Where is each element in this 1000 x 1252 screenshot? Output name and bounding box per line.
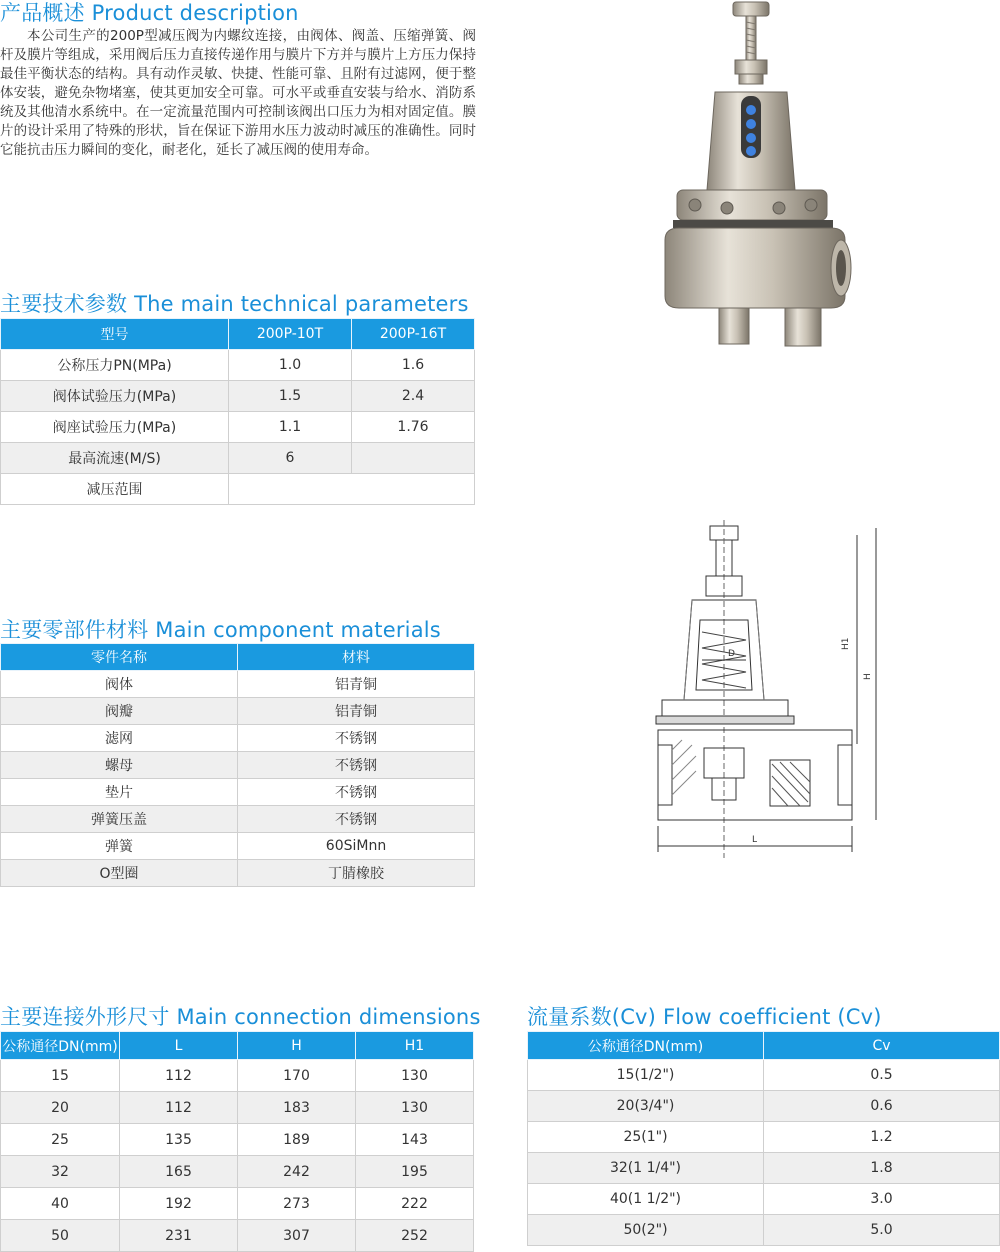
- table-cell: 25(1"): [528, 1122, 764, 1153]
- table-cell: 15: [1, 1060, 120, 1092]
- table-cell: 1.6: [352, 350, 475, 381]
- table-cell: 3.0: [764, 1184, 1000, 1215]
- tech-params-title: 主要技术参数 The main technical parameters: [0, 292, 469, 316]
- table-cell: 2.4: [352, 381, 475, 412]
- table-cell: 1.8: [764, 1153, 1000, 1184]
- table-cell: 1.5: [229, 381, 352, 412]
- table-cell: 143: [356, 1124, 474, 1156]
- table-cell: 弹簧: [1, 833, 238, 860]
- table-row: [528, 1122, 1000, 1153]
- table-row: [1, 752, 475, 779]
- table-cell: 135: [120, 1124, 238, 1156]
- table-cell: 130: [356, 1060, 474, 1092]
- table-cell: [352, 443, 475, 474]
- table-cell: 阀瓣: [1, 698, 238, 725]
- valve-photo: [655, 0, 855, 360]
- product-description-text: 本公司生产的200P型减压阀为内螺纹连接，由阀体、阀盖、压缩弹簧、阀杆及膜片等组成，采用阀后压力直接传递作用与膜片下方并与膜片上方压力保持最佳平衡状态的结构。具有动作灵敏、快捷、性能可靠、且附有过滤网，便于整体安装，避免杂物堵塞，使其更加安全可靠。可水平或垂直安装与给水、消防系统及其他清水系统中。在一定流量范围内可控制该阀出口压力为相对固定值。膜片的设计采用了特殊的形状，旨在保证下游用水压力波动时减压的准确性。同时它能抗击压力瞬间的变化，耐老化，延长了减压阀的使用寿命。: [0, 28, 476, 158]
- table-header-row: [1, 319, 475, 350]
- table-cell: 20(3/4"): [528, 1091, 764, 1122]
- table-cell: 弹簧压盖: [1, 806, 238, 833]
- table-cell: 1.0: [229, 350, 352, 381]
- table-row: [1, 1060, 474, 1092]
- table-cell: 铝青铜: [238, 671, 475, 698]
- table-cell: 15(1/2"): [528, 1060, 764, 1091]
- table-cell: 170: [238, 1060, 356, 1092]
- table-row: [1, 1124, 474, 1156]
- table-cell: 阀体: [1, 671, 238, 698]
- table-row: [1, 833, 475, 860]
- table-cell: 1.76: [352, 412, 475, 443]
- header-cell: H: [238, 1032, 356, 1060]
- header-cell: 公称通径DN(mm): [1, 1032, 120, 1060]
- table-row: [528, 1215, 1000, 1246]
- table-cell: 112: [120, 1060, 238, 1092]
- valve-section-drawing: [652, 520, 882, 858]
- product-description-title: 产品概述 Product description: [0, 1, 299, 25]
- drawing-label-l: L: [752, 835, 758, 845]
- table-cell: 公称压力PN(MPa): [1, 350, 229, 381]
- table-cell: 0.5: [764, 1060, 1000, 1091]
- table-cell: 273: [238, 1188, 356, 1220]
- table-row: [1, 671, 475, 698]
- dimensions-table: [0, 1031, 474, 1252]
- table-cell: 5.0: [764, 1215, 1000, 1246]
- header-cell: 材料: [238, 644, 475, 671]
- header-cell: H1: [356, 1032, 474, 1060]
- table-row: [1, 698, 475, 725]
- header-cell: 零件名称: [1, 644, 238, 671]
- table-cell: 螺母: [1, 752, 238, 779]
- table-cell: 阀体试验压力(MPa): [1, 381, 229, 412]
- table-row: [528, 1060, 1000, 1091]
- table-row: [528, 1153, 1000, 1184]
- table-cell: 20: [1, 1092, 120, 1124]
- table-cell: 252: [356, 1220, 474, 1252]
- table-cell: 最高流速(M/S): [1, 443, 229, 474]
- table-cell: 1.2: [764, 1122, 1000, 1153]
- table-row: [1, 350, 475, 381]
- header-cell: Cv: [764, 1032, 1000, 1060]
- table-cell: 丁腈橡胶: [238, 860, 475, 887]
- table-cell: 不锈钢: [238, 725, 475, 752]
- table-cell: 50: [1, 1220, 120, 1252]
- table-header-row: [1, 644, 475, 671]
- table-cell: 0.6: [764, 1091, 1000, 1122]
- table-cell: 60SiMnn: [238, 833, 475, 860]
- table-cell: 307: [238, 1220, 356, 1252]
- table-cell: 242: [238, 1156, 356, 1188]
- table-cell: 195: [356, 1156, 474, 1188]
- table-cell: 不锈钢: [238, 752, 475, 779]
- header-cell: L: [120, 1032, 238, 1060]
- table-cell: 不锈钢: [238, 806, 475, 833]
- drawing-label-d: D: [728, 649, 735, 659]
- table-row: [1, 725, 475, 752]
- table-cell: 32(1 1/4"): [528, 1153, 764, 1184]
- table-cell: 50(2"): [528, 1215, 764, 1246]
- materials-title: 主要零部件材料 Main component materials: [0, 618, 441, 642]
- table-header-row: [528, 1032, 1000, 1060]
- table-cell: 阀座试验压力(MPa): [1, 412, 229, 443]
- table-cell: 192: [120, 1188, 238, 1220]
- table-row: [1, 779, 475, 806]
- table-cell: 40: [1, 1188, 120, 1220]
- table-row: [1, 1220, 474, 1252]
- table-cell: 130: [356, 1092, 474, 1124]
- table-row: [1, 860, 475, 887]
- flow-coefficient-title: 流量系数(Cv) Flow coefficient (Cv): [527, 1005, 882, 1029]
- table-cell: 减压范围: [1, 474, 229, 505]
- table-cell: 滤网: [1, 725, 238, 752]
- table-row: [1, 443, 475, 474]
- table-cell: 112: [120, 1092, 238, 1124]
- table-cell: 222: [356, 1188, 474, 1220]
- table-cell: 垫片: [1, 779, 238, 806]
- drawing-label-h1: H1: [841, 637, 851, 650]
- tech-params-table: [0, 318, 475, 505]
- table-row: [1, 1092, 474, 1124]
- table-cell: 189: [238, 1124, 356, 1156]
- flow-coefficient-table: [527, 1031, 1000, 1246]
- dimensions-title: 主要连接外形尺寸 Main connection dimensions: [0, 1005, 481, 1029]
- table-cell: 25: [1, 1124, 120, 1156]
- drawing-label-h: H: [863, 673, 873, 680]
- materials-table: [0, 643, 475, 887]
- table-cell: 1.1: [229, 412, 352, 443]
- header-cell: 200P-10T: [229, 319, 352, 350]
- table-cell: 6: [229, 443, 352, 474]
- table-row: [1, 806, 475, 833]
- table-cell: 32: [1, 1156, 120, 1188]
- table-cell: 183: [238, 1092, 356, 1124]
- header-cell: 公称通径DN(mm): [528, 1032, 764, 1060]
- table-cell: 铝青铜: [238, 698, 475, 725]
- table-header-row: [1, 1032, 474, 1060]
- table-row: [528, 1184, 1000, 1215]
- table-cell: [229, 474, 475, 505]
- table-row: [1, 1188, 474, 1220]
- header-cell: 型号: [1, 319, 229, 350]
- table-row: [1, 1156, 474, 1188]
- table-row: [1, 381, 475, 412]
- table-row: [1, 474, 475, 505]
- table-cell: 40(1 1/2"): [528, 1184, 764, 1215]
- table-cell: 不锈钢: [238, 779, 475, 806]
- table-cell: 165: [120, 1156, 238, 1188]
- header-cell: 200P-16T: [352, 319, 475, 350]
- table-cell: O型圈: [1, 860, 238, 887]
- table-cell: 231: [120, 1220, 238, 1252]
- table-row: [1, 412, 475, 443]
- table-row: [528, 1091, 1000, 1122]
